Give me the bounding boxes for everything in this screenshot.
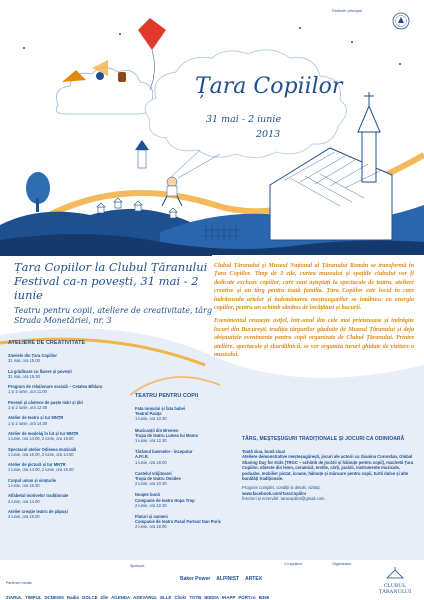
workshop-item (8, 431, 133, 441)
media-partner-logo: IEEDIA (204, 594, 219, 600)
workshop-name: Zmeiele din Țara Copiilor (8, 353, 57, 358)
media-partner-logo: ZIARUL (6, 594, 23, 600)
sponsor-logos (180, 568, 268, 587)
workshop-time: 31 mai, ora 15.30 (8, 373, 40, 379)
fair-lead: Toată ziua, bună ziua! (242, 449, 286, 454)
sponsors-label: Sponsori: (130, 564, 146, 568)
workshop-time: 1 și 2 iunie, ora 14.00 (8, 420, 48, 426)
workshop-name: La grădinare cu flaiere și povești (8, 368, 72, 374)
theatre-when: 1 iunie, ora 10.30 (135, 416, 167, 422)
partners-label: Parteneri media: (6, 581, 33, 585)
theatre-troupe: Teatrul Paiața (135, 411, 162, 417)
museum-seal-icon (392, 12, 410, 30)
cloud-left (56, 67, 153, 114)
theatre-when: 2 iunie, ora 10.30 (135, 481, 167, 487)
workshop-name: Atelier de pictură și tur MNȚR (8, 462, 66, 468)
theatre-when: 2 iunie, ora 12.30 (135, 502, 167, 508)
intro-subtitle-line2: Strada Monetăriei, nr. 3 (14, 316, 112, 325)
workshop-time: 1 iunie, ora 14.00, 2 iunie, ora 16.00 (8, 436, 74, 442)
header-illustration (0, 0, 424, 255)
workshop-item (8, 353, 133, 363)
workshops-title: ATELIERE DE CREATIVITATE (8, 340, 86, 346)
media-partner-logo: ADEVARUL (133, 594, 158, 600)
fair-contact-link[interactable]: www.facebook.com/TaraCopiilor (242, 490, 307, 496)
theatre-name: Fata moșului și fata babei (135, 406, 186, 411)
workshop-item (8, 493, 133, 503)
fair-contact-email[interactable]: Înscrieri și rezervări: taracopiilor@gmail.com (242, 496, 325, 502)
theatre-item (135, 449, 240, 465)
media-logos (6, 587, 366, 600)
theatre-column (135, 393, 240, 536)
theatre-item (135, 406, 240, 422)
theatre-item (135, 471, 240, 487)
fair-text: Ateliere demonstrative meșteșugărești, jocuri ale actorii cu Gianina Corondan, Global Sharing Day for Kids (TROC – schimb de jocării și hăinuțe pentru copii), machetă Țara Copiilor, obiecte din lemn, ceramică, textile, cărți, jucării, instrumente muzicale, podoabe, mobilier pictat, icoane, hăinuțe și mâncare pentru copii, turtă dulce și alte bunătăți tradiționale. (242, 454, 414, 482)
theatre-troupe: Companie de teatru Pasul Partout Dan Puric (135, 519, 221, 525)
theatre-list (135, 406, 240, 530)
theatre-when: 2 iunie, ora 19.00 (135, 524, 167, 530)
sponsor-logo: Baker Power (180, 575, 211, 582)
footer (0, 560, 424, 600)
intro-title-line1: Țara Copiilor la Clubul Țăranului (14, 260, 208, 274)
organizer-name: CLUBUL ȚĂRANULUI (378, 583, 412, 595)
theatre-troupe: Trupa de teatru Omidee (135, 476, 181, 482)
workshop-time: 31 mai, ora 15.00 (8, 358, 40, 364)
media-partner-logo: AGENDA (111, 594, 131, 600)
workshop-item (8, 447, 133, 457)
hill-band (0, 248, 212, 256)
workshop-item (8, 369, 133, 379)
media-partner-logo: TOTB (189, 594, 202, 600)
theatre-name: Fluturi și oameni (135, 514, 168, 520)
media-partner-logo: Click! (174, 594, 187, 600)
description-p1: Clubul Țăranului și Muzeul Național al Țăranului Român se transformă în Țara Copiilor. Timp de 3 zile, curtea muzeului și spațiile clubului vor fi dedicate exclusiv copiilor, care sunt așteptați la spectacole de teatru, ateliere creative și un târg pentru toată familia. Țara Copiilor este locul în care îndrăzneala artelor și îndemânarea meșteșugarilor se întâlnesc cu energia copiilor, pentru un schimb sănătos de învățături și bucurii. (214, 263, 414, 312)
media-partner-logo: ELLE (160, 594, 172, 600)
theatre-troupe: A.P.I.R. (135, 454, 149, 460)
workshop-item (8, 478, 133, 488)
workshop-name: Corpul uman și simțurile (8, 477, 56, 483)
media-partner-logo: Zile (100, 594, 109, 600)
logo-script-year: 2013 (256, 129, 281, 140)
media-partner-logo: Radio (66, 594, 80, 600)
workshop-name: Alfabetul motivelor tradiționale (8, 493, 69, 499)
description-p2: Evenimentul reunește astfel, într-unul din cele mai prietenoase și îndrăgite locuri din București, tradiția târgurilor găzduite de Muzeul Țăranului și deja obișnuitele evenimente pentru copii organizate de Clubul Țăranului. Printre ateliere, spectacole și zburdălnicii, se vor organiza tururi ghidate de vizitare a muzeului. (214, 318, 414, 359)
workshop-item (8, 400, 133, 410)
media-partner-logo: TIMPUL (25, 594, 42, 600)
fair-title: TÂRG, MEȘTEȘUGURI TRADIȚIONALE ȘI JOCURI CA ODINIOARĂ (242, 436, 405, 442)
workshop-name: Atelier de modelaj în lut și tur MNȚR (8, 430, 79, 436)
sponsor-logo: ALPINIST (216, 575, 240, 582)
theatre-troupe: Trupa de teatru Lumea lui Momo (135, 432, 199, 438)
workshop-name: Program de relaționare socială – Cetatea Bîldaru (8, 384, 103, 390)
partner-label: Partener principal (332, 9, 362, 13)
cogrants-label: Co-sprijinul: (284, 562, 303, 566)
workshop-time: 1 și 2 iunie, ora 11.00 (8, 389, 47, 395)
workshop-item (8, 462, 133, 472)
organizer-building-icon (386, 567, 404, 579)
intro-block (14, 260, 214, 326)
workshop-time: 2 iunie, ora 16.00 (8, 514, 40, 520)
theatre-item (135, 492, 240, 508)
media-partner-logo: B365 (258, 594, 270, 600)
workshop-time: 1 iunie, ora 16.00, 2 iunie, ora 14.00 (8, 451, 74, 457)
workshop-name: Povești și cântece de paște mări și țări (8, 399, 84, 405)
workshop-list (8, 353, 133, 519)
media-partner-logo: PORT.ro (238, 594, 256, 600)
theatre-title: TEATRU PENTRU COPII (135, 393, 199, 399)
workshop-time: 1 iunie, ora 16.30 (8, 482, 40, 488)
fair-column (242, 436, 414, 502)
cloud-title (145, 50, 346, 158)
theatre-name: Castelul vrăjitoarei (135, 470, 172, 476)
workshop-name: Atelier creație teatru de păpuși (8, 508, 68, 514)
media-partner-logo: DCNEWS (44, 594, 64, 600)
media-partner-logo: IHAPP (221, 594, 236, 600)
workshop-name: Atelier de teatru și tur MNȚR (8, 415, 64, 421)
workshop-item (8, 509, 133, 519)
theatre-when: 1 iunie, ora 12.30 (135, 438, 167, 444)
workshop-item (8, 415, 133, 425)
theatre-troupe: Companie de teatru Hopa Trop (135, 497, 195, 503)
workshop-time: 1 iunie, ora 14.00, 2 iunie, ora 16.00 (8, 467, 74, 473)
theatre-item (135, 514, 240, 530)
theatre-item (135, 428, 240, 444)
theatre-name: Noapte bună (135, 492, 160, 498)
organizer-logo (372, 564, 418, 595)
media-partner-logo: DOLCE (82, 594, 98, 600)
organizer-label: Organizator: (332, 562, 352, 566)
theatre-name: Târâmul basmelor - începutur (135, 449, 193, 455)
museum-logo (392, 12, 410, 30)
logo-script-title: Țara Copiilor (195, 74, 343, 99)
intro-title-line2: Festival ca-n povești, 31 mai - 2 iunie (14, 274, 199, 302)
workshop-time: 1 și 2 iunie, ora 12.00 (8, 404, 48, 410)
workshop-item (8, 384, 133, 394)
theatre-when: 1 iunie, ora 19.00 (135, 459, 167, 465)
workshop-time: 2 iunie, ora 14.00 (8, 498, 40, 504)
workshops-column (8, 340, 133, 525)
sponsor-logo: ARTEX (245, 575, 263, 582)
theatre-name: Muzicanții din Bremen (135, 427, 179, 433)
fairytale-scene (0, 0, 424, 255)
fair-contact-line1: Program complet, condiții și detalii, vizitați: (242, 485, 321, 491)
logo-script-dates: 31 mai - 2 iunie (206, 114, 282, 125)
intro-subtitle-line1: Teatru pentru copii, ateliere de creativitate, târg (14, 306, 212, 315)
workshop-name: Spectacol atelier Odiseea muzicală (8, 446, 77, 452)
